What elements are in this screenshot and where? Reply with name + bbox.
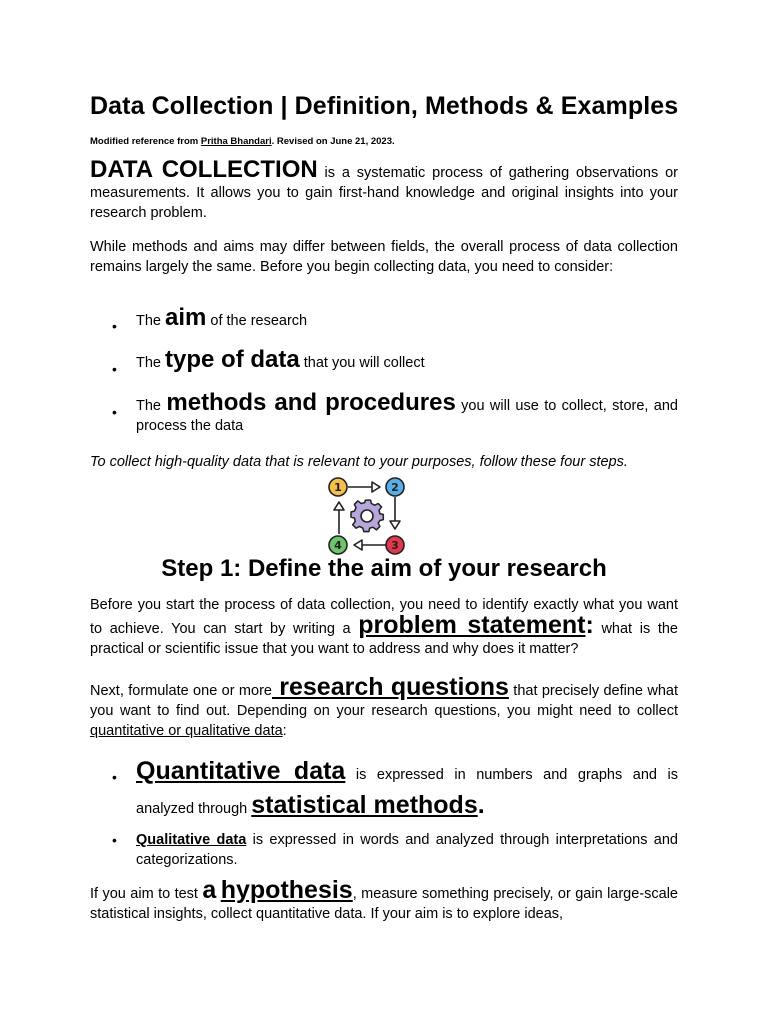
- intro-lead: DATA COLLECTION: [90, 156, 318, 183]
- item-keyword: aim: [165, 304, 207, 331]
- intro-paragraph: [90, 156, 678, 223]
- item-prefix: The: [136, 313, 166, 329]
- p3-article: a: [202, 876, 217, 904]
- considerations-intro: While methods and aims may differ between fields, the overall process of data collection remains largely the same. Before you begin collecting data, you need to consider:: [90, 239, 678, 275]
- item-suffix: of the research: [206, 313, 308, 329]
- statistical-methods-link[interactable]: statistical methods: [251, 791, 478, 819]
- p2-text: Next, formulate one or more: [90, 683, 272, 699]
- step-number-2: 2: [391, 481, 399, 494]
- quantitative-item: [136, 756, 678, 824]
- intro-text: is a systematic process of gathering observations or measurements. It allows you to gain first-hand knowledge and original insights into your research problem.: [90, 165, 678, 221]
- bullet-marker: •: [112, 769, 117, 785]
- step-circle-3: [386, 536, 404, 554]
- consideration-item-methods: [136, 389, 678, 436]
- step-circle-4: [329, 536, 347, 554]
- step1-paragraph1: [90, 595, 678, 659]
- quantitative-data-link[interactable]: Quantitative data: [136, 757, 346, 785]
- qualitative-data-link[interactable]: Qualitative data: [136, 832, 247, 848]
- step-number-3: 3: [391, 539, 399, 552]
- item-keyword: methods and procedures: [166, 389, 456, 416]
- steps-intro: To collect high-quality data that is relevant to your purposes, follow these four steps.: [90, 454, 628, 470]
- quant-qual-link[interactable]: quantitative or qualitative data: [90, 723, 283, 739]
- author-link[interactable]: Pritha Bhandari: [200, 136, 272, 147]
- step1-paragraph3: [90, 876, 678, 924]
- four-step-cycle-icon: [328, 476, 410, 558]
- research-questions-link[interactable]: research questions: [271, 673, 509, 701]
- qualitative-text: is expressed in words and analyzed through interpretations and categorizations.: [136, 832, 678, 868]
- item-suffix: you will use to collect, store, and process the data: [136, 398, 678, 434]
- step-number-1: 1: [334, 481, 342, 494]
- p2-text-mid: that precisely define what you want to find out. Depending on your research questions, you might need to collect: [90, 683, 678, 719]
- p3-text: If you aim to test: [90, 886, 203, 902]
- problem-statement-link[interactable]: problem statement: [358, 611, 586, 639]
- reference-line: [90, 136, 395, 147]
- bullet-marker: •: [112, 832, 117, 848]
- item-prefix: The: [136, 398, 167, 414]
- bullet-marker: •: [112, 318, 117, 334]
- reference-suffix: . Revised on June 21, 2023.: [271, 136, 395, 147]
- p1-text: Before you start the process of data collection, you need to identify exactly what you want to achieve. You can start by writing a: [90, 597, 678, 637]
- item-suffix: that you will collect: [299, 355, 425, 371]
- quantitative-text: is expressed in numbers and graphs and is analyzed through: [136, 767, 678, 817]
- bullet-marker: •: [112, 361, 117, 377]
- step1-paragraph2: [90, 673, 678, 741]
- p2-end: :: [282, 723, 287, 739]
- p1-text-end: what is the practical or scientific issue that you want to address and why does it matter?: [90, 621, 678, 657]
- p1-colon: :: [585, 611, 594, 639]
- step1-heading: Step 1: Define the aim of your research: [161, 555, 607, 582]
- quantitative-end: .: [477, 791, 485, 819]
- step-circle-2: [386, 478, 404, 496]
- bullet-marker: •: [112, 404, 117, 420]
- step-circle-1: [329, 478, 347, 496]
- page-title: Data Collection | Definition, Methods & Examples: [90, 92, 679, 120]
- item-prefix: The: [136, 355, 166, 371]
- step-number-4: 4: [334, 539, 342, 552]
- item-keyword: type of data: [165, 346, 300, 373]
- reference-prefix: Modified reference from: [90, 136, 201, 147]
- p3-text-end: , measure something precisely, or gain large-scale statistical insights, collect quantitative data. If your aim is to explore ideas,: [90, 886, 678, 922]
- consideration-item-type: [136, 346, 678, 373]
- hypothesis-link[interactable]: hypothesis: [220, 876, 353, 904]
- qualitative-item: [136, 830, 678, 870]
- consideration-item-aim: [136, 304, 678, 331]
